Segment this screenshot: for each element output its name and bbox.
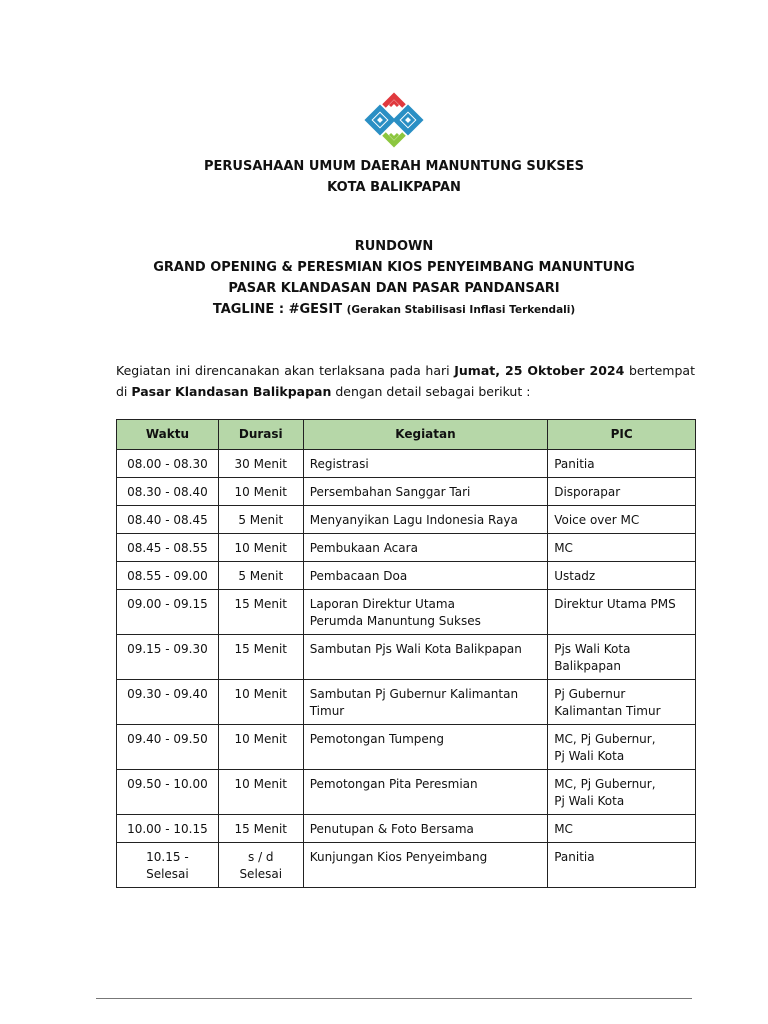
column-header-pic: PIC <box>548 420 696 450</box>
cell-kegiatan: Menyanyikan Lagu Indonesia Raya <box>303 506 547 534</box>
table-row <box>117 815 696 843</box>
title-rundown: RUNDOWN <box>354 239 434 254</box>
table-row <box>117 478 696 506</box>
cell-waktu: 09.00 - 09.15 <box>117 590 219 635</box>
rundown-table <box>116 419 696 888</box>
cell-kegiatan: Persembahan Sanggar Tari <box>303 478 547 506</box>
table-body <box>117 450 696 888</box>
cell-waktu: 08.40 - 08.45 <box>117 506 219 534</box>
cell-pic: Pj Gubernur Kalimantan Timur <box>548 680 696 725</box>
org-city: KOTA BALIKPAPAN <box>327 180 461 195</box>
tagline <box>0 299 768 321</box>
organization-heading <box>0 156 768 198</box>
cell-kegiatan: Sambutan Pj Gubernur Kalimantan Timur <box>303 680 547 725</box>
intro-text-2: bertempat di <box>116 363 695 399</box>
cell-durasi: 30 Menit <box>218 450 303 478</box>
cell-kegiatan: Pemotongan Tumpeng <box>303 725 547 770</box>
cell-pic: Voice over MC <box>548 506 696 534</box>
cell-durasi: 10 Menit <box>218 534 303 562</box>
table-row <box>117 635 696 680</box>
table-row <box>117 590 696 635</box>
cell-pic: Disporapar <box>548 478 696 506</box>
table-row <box>117 534 696 562</box>
column-header-durasi: Durasi <box>218 420 303 450</box>
table-row <box>117 770 696 815</box>
org-name: PERUSAHAAN UMUM DAERAH MANUNTUNG SUKSES <box>204 159 584 174</box>
cell-durasi: 5 Menit <box>218 506 303 534</box>
logo-blue-part <box>368 108 420 132</box>
column-header-kegiatan: Kegiatan <box>303 420 547 450</box>
cell-pic: MC, Pj Gubernur, Pj Wali Kota <box>548 725 696 770</box>
table-header-row <box>117 420 696 450</box>
cell-kegiatan: Penutupan & Foto Bersama <box>303 815 547 843</box>
table-row <box>117 725 696 770</box>
cell-durasi: 10 Menit <box>218 478 303 506</box>
cell-pic: MC <box>548 534 696 562</box>
intro-paragraph <box>116 360 695 402</box>
cell-durasi: 10 Menit <box>218 770 303 815</box>
cell-kegiatan: Kunjungan Kios Penyeimbang <box>303 843 547 888</box>
footer-divider <box>96 998 692 999</box>
intro-text-3: dengan detail sebagai berikut : <box>331 384 531 399</box>
cell-durasi: 10 Menit <box>218 680 303 725</box>
title-event: GRAND OPENING & PERESMIAN KIOS PENYEIMBANG MANUNTUNG <box>153 260 635 275</box>
cell-durasi: 15 Menit <box>218 815 303 843</box>
cell-durasi: 15 Menit <box>218 590 303 635</box>
cell-durasi: 10 Menit <box>218 725 303 770</box>
title-venue: PASAR KLANDASAN DAN PASAR PANDANSARI <box>228 281 560 296</box>
cell-durasi: s / d Selesai <box>218 843 303 888</box>
cell-kegiatan: Pemotongan Pita Peresmian <box>303 770 547 815</box>
cell-kegiatan: Pembacaan Doa <box>303 562 547 590</box>
event-date: Jumat, 25 Oktober 2024 <box>454 363 625 378</box>
cell-waktu: 08.00 - 08.30 <box>117 450 219 478</box>
cell-kegiatan: Sambutan Pjs Wali Kota Balikpapan <box>303 635 547 680</box>
cell-durasi: 15 Menit <box>218 635 303 680</box>
cell-waktu: 10.00 - 10.15 <box>117 815 219 843</box>
logo-green-part <box>384 134 404 144</box>
company-logo <box>364 92 424 148</box>
cell-waktu: 08.45 - 08.55 <box>117 534 219 562</box>
cell-pic: MC <box>548 815 696 843</box>
cell-pic: Panitia <box>548 450 696 478</box>
cell-waktu: 08.55 - 09.00 <box>117 562 219 590</box>
cell-kegiatan: Pembukaan Acara <box>303 534 547 562</box>
column-header-waktu: Waktu <box>117 420 219 450</box>
table-row <box>117 843 696 888</box>
cell-waktu: 10.15 - Selesai <box>117 843 219 888</box>
cell-waktu: 09.30 - 09.40 <box>117 680 219 725</box>
tagline-label: TAGLINE : #GESIT <box>212 302 343 317</box>
table-row <box>117 562 696 590</box>
event-place: Pasar Klandasan Balikpapan <box>131 384 332 399</box>
cell-kegiatan: Laporan Direktur Utama Perumda Manuntung Sukses <box>303 590 547 635</box>
cell-waktu: 09.40 - 09.50 <box>117 725 219 770</box>
table-row <box>117 506 696 534</box>
document-title <box>0 236 768 321</box>
cell-pic: Direktur Utama PMS <box>548 590 696 635</box>
cell-pic: Ustadz <box>548 562 696 590</box>
table-row <box>117 450 696 478</box>
cell-pic: Panitia <box>548 843 696 888</box>
logo-red-part <box>384 96 404 106</box>
cell-waktu: 09.50 - 10.00 <box>117 770 219 815</box>
tagline-detail: (Gerakan Stabilisasi Inflasi Terkendali) <box>346 304 576 316</box>
table-row <box>117 680 696 725</box>
cell-waktu: 08.30 - 08.40 <box>117 478 219 506</box>
cell-durasi: 5 Menit <box>218 562 303 590</box>
cell-pic: MC, Pj Gubernur, Pj Wali Kota <box>548 770 696 815</box>
cell-kegiatan: Registrasi <box>303 450 547 478</box>
cell-waktu: 09.15 - 09.30 <box>117 635 219 680</box>
intro-text-1: Kegiatan ini direncanakan akan terlaksana pada hari <box>116 363 455 378</box>
cell-pic: Pjs Wali Kota Balikpapan <box>548 635 696 680</box>
